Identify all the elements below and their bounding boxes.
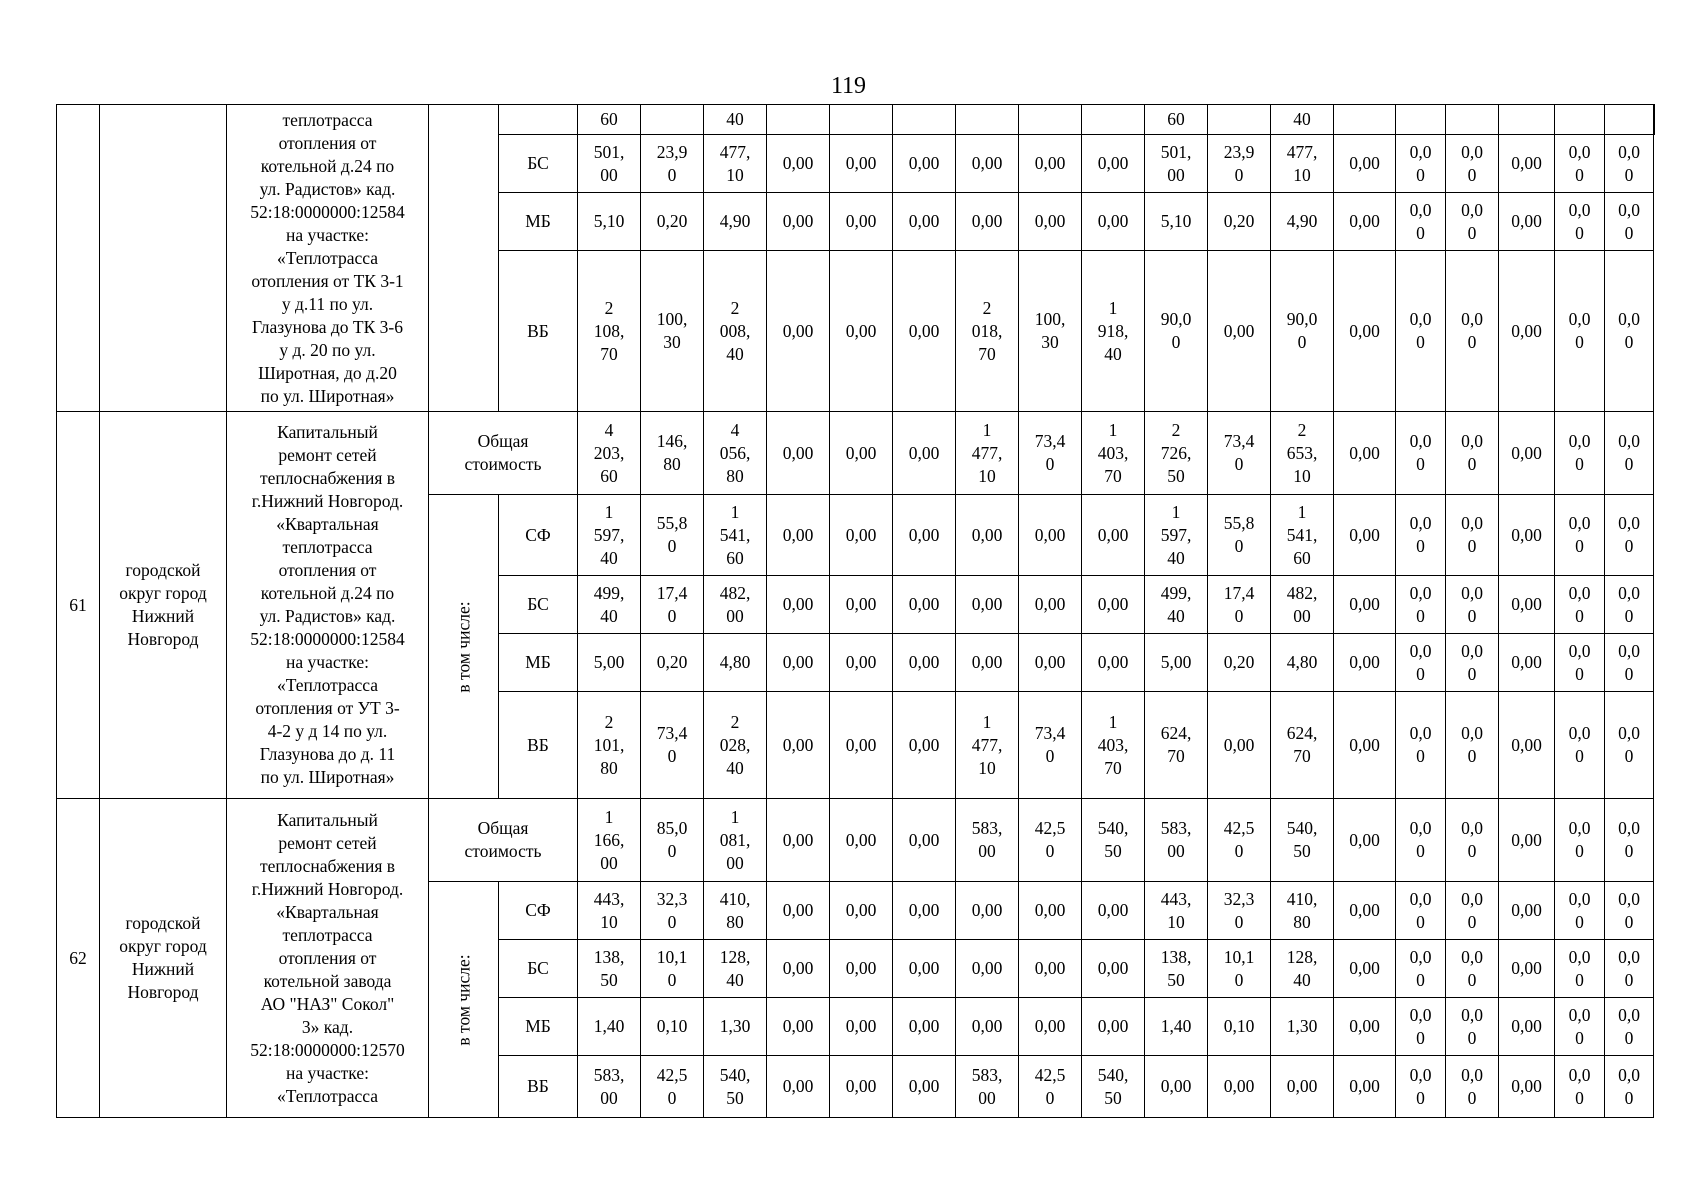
value-cell: 0,0 0 <box>1605 251 1654 412</box>
value-cell: 100, 30 <box>1019 251 1082 412</box>
value-cell: 0,0 0 <box>1555 576 1605 634</box>
value-cell: 0,20 <box>1208 193 1271 251</box>
value-cell: 0,0 0 <box>1446 940 1499 998</box>
value-cell: 10,1 0 <box>641 940 704 998</box>
value-cell: 1 477, 10 <box>956 412 1019 495</box>
value-cell: 1 597, 40 <box>1145 495 1208 576</box>
value-cell: 0,0 0 <box>1396 193 1446 251</box>
value-cell: 0,0 0 <box>1605 634 1654 692</box>
value-cell: 42,5 0 <box>641 1056 704 1118</box>
value-cell: 55,8 0 <box>641 495 704 576</box>
value-cell: 0,00 <box>1499 135 1555 193</box>
value-cell <box>956 105 1019 135</box>
value-cell: 0,00 <box>830 692 893 799</box>
row-number-cell: 61 <box>57 412 100 799</box>
value-cell: 2 018, 70 <box>956 251 1019 412</box>
including-label-cell <box>429 882 499 1118</box>
value-cell: 0,00 <box>830 1056 893 1118</box>
value-cell: 0,0 0 <box>1605 940 1654 998</box>
value-cell: 0,0 0 <box>1605 576 1654 634</box>
including-label-cell <box>429 495 499 799</box>
value-cell: 73,4 0 <box>1019 692 1082 799</box>
value-cell <box>1396 105 1446 135</box>
value-cell: 0,00 <box>1334 135 1396 193</box>
value-cell: 0,00 <box>1208 692 1271 799</box>
funding-source-label: СФ <box>499 495 578 576</box>
value-cell: 0,0 0 <box>1605 998 1654 1056</box>
row-number-cell <box>57 105 100 412</box>
row-number-cell: 62 <box>57 799 100 1118</box>
value-cell: 0,00 <box>1334 1056 1396 1118</box>
value-cell: 1,30 <box>704 998 767 1056</box>
value-cell <box>1499 105 1555 135</box>
value-cell: 0,0 0 <box>1396 576 1446 634</box>
value-cell: 0,0 0 <box>1555 1056 1605 1118</box>
value-cell: 0,00 <box>767 799 830 882</box>
value-cell: 0,00 <box>1019 882 1082 940</box>
value-cell: 0,00 <box>1334 940 1396 998</box>
value-cell: 0,00 <box>767 193 830 251</box>
value-cell: 42,5 0 <box>1019 799 1082 882</box>
value-cell: 0,00 <box>767 251 830 412</box>
value-cell: 0,00 <box>1499 634 1555 692</box>
value-cell: 0,20 <box>641 634 704 692</box>
value-cell: 0,00 <box>1499 799 1555 882</box>
value-cell: 0,00 <box>956 576 1019 634</box>
value-cell: 0,00 <box>1019 193 1082 251</box>
value-cell: 32,3 0 <box>1208 882 1271 940</box>
total-cost-label: Общая стоимость <box>429 799 578 882</box>
value-cell: 0,0 0 <box>1396 882 1446 940</box>
funding-source-label: БС <box>499 135 578 193</box>
value-cell: 0,00 <box>1271 1056 1334 1118</box>
value-cell: 0,00 <box>1334 799 1396 882</box>
value-cell <box>1605 105 1654 135</box>
value-cell: 0,00 <box>1499 692 1555 799</box>
value-cell: 540, 50 <box>1082 799 1145 882</box>
value-cell: 42,5 0 <box>1208 799 1271 882</box>
value-cell: 0,00 <box>830 799 893 882</box>
value-cell: 73,4 0 <box>1019 412 1082 495</box>
value-cell: 0,00 <box>1082 193 1145 251</box>
value-cell: 0,0 0 <box>1555 495 1605 576</box>
funding-source-label <box>499 105 578 135</box>
value-cell: 0,00 <box>830 135 893 193</box>
object-description: Капитальный ремонт сетей теплоснабжения в г.Нижний Новгород. «Квартальная теплотрасса отопления от котельной д.24 по ул. Радистов» кад. 52:18:0000000:12584 на участке: «Теплотрасса отопления от УТ 3- 4-2 у д 14 по ул. Глазунова до д. 11 по ул. Широтная» <box>227 412 429 799</box>
value-cell: 0,0 0 <box>1396 495 1446 576</box>
value-cell: 0,0 0 <box>1446 634 1499 692</box>
value-cell: 0,00 <box>1208 251 1271 412</box>
value-cell: 540, 50 <box>1271 799 1334 882</box>
value-cell <box>767 105 830 135</box>
value-cell: 0,00 <box>1334 692 1396 799</box>
value-cell: 0,00 <box>1334 998 1396 1056</box>
value-cell: 0,0 0 <box>1396 1056 1446 1118</box>
value-cell <box>641 105 704 135</box>
value-cell: 2 726, 50 <box>1145 412 1208 495</box>
value-cell: 0,0 0 <box>1605 692 1654 799</box>
value-cell: 0,00 <box>893 193 956 251</box>
value-cell: 138, 50 <box>1145 940 1208 998</box>
value-cell: 1 541, 60 <box>1271 495 1334 576</box>
value-cell: 5,10 <box>1145 193 1208 251</box>
value-cell: 40 <box>1271 105 1334 135</box>
value-cell: 146, 80 <box>641 412 704 495</box>
table-row <box>57 799 1655 882</box>
value-cell: 0,00 <box>1019 634 1082 692</box>
value-cell: 0,00 <box>893 135 956 193</box>
value-cell <box>1555 105 1605 135</box>
value-cell: 0,00 <box>956 135 1019 193</box>
value-cell: 477, 10 <box>704 135 767 193</box>
value-cell: 0,00 <box>956 193 1019 251</box>
value-cell: 540, 50 <box>704 1056 767 1118</box>
value-cell: 0,00 <box>893 882 956 940</box>
value-cell: 0,0 0 <box>1555 998 1605 1056</box>
funding-source-label: МБ <box>499 193 578 251</box>
value-cell: 0,00 <box>1082 495 1145 576</box>
value-cell: 499, 40 <box>578 576 641 634</box>
value-cell: 23,9 0 <box>641 135 704 193</box>
value-cell: 0,10 <box>641 998 704 1056</box>
value-cell: 0,10 <box>1208 998 1271 1056</box>
value-cell: 2 101, 80 <box>578 692 641 799</box>
value-cell: 0,00 <box>1499 412 1555 495</box>
value-cell: 0,00 <box>956 940 1019 998</box>
value-cell: 0,00 <box>830 634 893 692</box>
value-cell: 0,0 0 <box>1605 412 1654 495</box>
value-cell: 4,80 <box>704 634 767 692</box>
value-cell: 0,00 <box>1499 1056 1555 1118</box>
value-cell: 0,0 0 <box>1555 799 1605 882</box>
value-cell: 0,0 0 <box>1446 576 1499 634</box>
value-cell: 0,00 <box>1499 576 1555 634</box>
value-cell: 1 166, 00 <box>578 799 641 882</box>
value-cell: 540, 50 <box>1082 1056 1145 1118</box>
value-cell: 583, 00 <box>956 799 1019 882</box>
value-cell: 2 008, 40 <box>704 251 767 412</box>
value-cell: 1 403, 70 <box>1082 692 1145 799</box>
value-cell <box>830 105 893 135</box>
value-cell: 0,00 <box>1082 576 1145 634</box>
value-cell: 0,00 <box>1499 940 1555 998</box>
value-cell: 0,0 0 <box>1396 799 1446 882</box>
value-cell: 0,00 <box>893 998 956 1056</box>
value-cell: 0,00 <box>1019 998 1082 1056</box>
value-cell: 410, 80 <box>1271 882 1334 940</box>
value-cell: 90,0 0 <box>1145 251 1208 412</box>
value-cell: 2 028, 40 <box>704 692 767 799</box>
value-cell: 0,00 <box>1334 882 1396 940</box>
value-cell: 0,0 0 <box>1396 412 1446 495</box>
value-cell: 0,0 0 <box>1446 412 1499 495</box>
value-cell: 42,5 0 <box>1019 1056 1082 1118</box>
value-cell: 100, 30 <box>641 251 704 412</box>
value-cell: 128, 40 <box>1271 940 1334 998</box>
value-cell: 85,0 0 <box>641 799 704 882</box>
value-cell: 482, 00 <box>1271 576 1334 634</box>
value-cell: 0,00 <box>1019 135 1082 193</box>
value-cell: 0,20 <box>641 193 704 251</box>
value-cell: 138, 50 <box>578 940 641 998</box>
value-cell: 0,00 <box>767 412 830 495</box>
value-cell: 0,00 <box>1499 251 1555 412</box>
value-cell: 0,00 <box>956 634 1019 692</box>
value-cell: 0,00 <box>1019 940 1082 998</box>
value-cell: 0,0 0 <box>1446 495 1499 576</box>
value-cell: 0,00 <box>1499 998 1555 1056</box>
value-cell <box>1334 105 1396 135</box>
territory-cell: городской округ город Нижний Новгород <box>100 412 227 799</box>
value-cell: 1 541, 60 <box>704 495 767 576</box>
value-cell: 60 <box>578 105 641 135</box>
value-cell: 0,00 <box>830 495 893 576</box>
value-cell: 4,90 <box>1271 193 1334 251</box>
value-cell: 2 108, 70 <box>578 251 641 412</box>
value-cell <box>893 105 956 135</box>
value-cell: 1 081, 00 <box>704 799 767 882</box>
value-cell: 5,00 <box>1145 634 1208 692</box>
budget-table <box>56 104 1655 1118</box>
value-cell <box>1446 105 1499 135</box>
value-cell: 0,0 0 <box>1555 251 1605 412</box>
value-cell: 499, 40 <box>1145 576 1208 634</box>
total-cost-label: Общая стоимость <box>429 412 578 495</box>
value-cell: 0,0 0 <box>1446 135 1499 193</box>
value-cell: 0,00 <box>1334 495 1396 576</box>
value-cell: 0,0 0 <box>1555 940 1605 998</box>
value-cell: 0,0 0 <box>1396 135 1446 193</box>
value-cell: 0,0 0 <box>1605 1056 1654 1118</box>
value-cell: 0,00 <box>767 1056 830 1118</box>
value-cell: 0,0 0 <box>1555 412 1605 495</box>
value-cell: 0,0 0 <box>1396 998 1446 1056</box>
value-cell: 0,0 0 <box>1446 799 1499 882</box>
value-cell: 1 918, 40 <box>1082 251 1145 412</box>
value-cell: 0,0 0 <box>1396 692 1446 799</box>
value-cell: 0,00 <box>893 940 956 998</box>
funding-source-label: ВБ <box>499 1056 578 1118</box>
value-cell: 0,0 0 <box>1446 193 1499 251</box>
value-cell: 0,0 0 <box>1555 882 1605 940</box>
value-cell: 0,00 <box>1499 193 1555 251</box>
funding-source-label: БС <box>499 940 578 998</box>
value-cell: 0,00 <box>1019 576 1082 634</box>
value-cell: 0,00 <box>893 576 956 634</box>
value-cell: 5,00 <box>578 634 641 692</box>
value-cell: 0,00 <box>1019 495 1082 576</box>
value-cell: 73,4 0 <box>1208 412 1271 495</box>
value-cell: 0,00 <box>830 940 893 998</box>
value-cell: 4 203, 60 <box>578 412 641 495</box>
value-cell: 624, 70 <box>1271 692 1334 799</box>
value-cell: 0,0 0 <box>1446 1056 1499 1118</box>
value-cell: 5,10 <box>578 193 641 251</box>
value-cell: 10,1 0 <box>1208 940 1271 998</box>
value-cell: 0,00 <box>830 882 893 940</box>
value-cell: 0,00 <box>893 412 956 495</box>
value-cell: 4 056, 80 <box>704 412 767 495</box>
page-number: 119 <box>830 73 867 99</box>
value-cell: 0,00 <box>1334 251 1396 412</box>
value-cell: 0,00 <box>1334 634 1396 692</box>
value-cell: 73,4 0 <box>641 692 704 799</box>
value-cell: 0,00 <box>893 692 956 799</box>
value-cell: 0,00 <box>767 998 830 1056</box>
value-cell: 0,00 <box>767 135 830 193</box>
value-cell: 0,00 <box>767 692 830 799</box>
value-cell: 17,4 0 <box>1208 576 1271 634</box>
value-cell: 4,80 <box>1271 634 1334 692</box>
value-cell: 0,00 <box>893 634 956 692</box>
value-cell: 0,00 <box>1499 882 1555 940</box>
value-cell: 0,00 <box>893 1056 956 1118</box>
value-cell: 0,00 <box>893 799 956 882</box>
value-cell: 0,00 <box>1499 495 1555 576</box>
value-cell: 583, 00 <box>1145 799 1208 882</box>
value-cell: 410, 80 <box>704 882 767 940</box>
value-cell: 0,00 <box>830 251 893 412</box>
value-cell: 482, 00 <box>704 576 767 634</box>
value-cell: 501, 00 <box>1145 135 1208 193</box>
value-cell: 0,00 <box>767 882 830 940</box>
value-cell: 0,00 <box>830 412 893 495</box>
value-cell: 0,00 <box>830 998 893 1056</box>
value-cell: 90,0 0 <box>1271 251 1334 412</box>
value-cell: 0,00 <box>1334 193 1396 251</box>
value-cell: 0,0 0 <box>1605 799 1654 882</box>
value-cell <box>1019 105 1082 135</box>
value-cell: 1 597, 40 <box>578 495 641 576</box>
value-cell: 0,0 0 <box>1396 251 1446 412</box>
value-cell: 0,0 0 <box>1396 634 1446 692</box>
funding-source-label: СФ <box>499 882 578 940</box>
funding-source-label: МБ <box>499 634 578 692</box>
territory-cell: городской округ город Нижний Новгород <box>100 799 227 1118</box>
value-cell: 40 <box>704 105 767 135</box>
value-cell: 443, 10 <box>578 882 641 940</box>
value-cell: 0,00 <box>1082 882 1145 940</box>
value-cell: 443, 10 <box>1145 882 1208 940</box>
value-cell: 1 477, 10 <box>956 692 1019 799</box>
including-label: в том числе: <box>453 600 473 693</box>
value-cell: 0,00 <box>1082 135 1145 193</box>
value-cell <box>1654 105 1655 135</box>
value-cell: 0,00 <box>956 998 1019 1056</box>
funding-group-cell <box>429 105 499 412</box>
value-cell: 0,0 0 <box>1555 634 1605 692</box>
value-cell: 4,90 <box>704 193 767 251</box>
value-cell: 1,30 <box>1271 998 1334 1056</box>
value-cell: 0,0 0 <box>1605 135 1654 193</box>
table-row <box>57 105 1655 135</box>
value-cell: 0,0 0 <box>1555 135 1605 193</box>
including-label: в том числе: <box>453 953 473 1046</box>
value-cell: 0,00 <box>1334 576 1396 634</box>
table-row <box>57 412 1655 495</box>
value-cell: 2 653, 10 <box>1271 412 1334 495</box>
object-description: Капитальный ремонт сетей теплоснабжения в г.Нижний Новгород. «Квартальная теплотрасса отопления от котельной завода АО "НАЗ" Сокол" 3» кад. 52:18:0000000:12570 на участке: «Теплотрасса <box>227 799 429 1118</box>
territory-cell <box>100 105 227 412</box>
value-cell: 0,00 <box>1334 412 1396 495</box>
funding-source-label: БС <box>499 576 578 634</box>
value-cell: 501, 00 <box>578 135 641 193</box>
value-cell: 0,00 <box>767 940 830 998</box>
value-cell: 0,00 <box>893 495 956 576</box>
value-cell: 624, 70 <box>1145 692 1208 799</box>
value-cell: 55,8 0 <box>1208 495 1271 576</box>
value-cell: 477, 10 <box>1271 135 1334 193</box>
value-cell: 0,0 0 <box>1446 251 1499 412</box>
value-cell: 60 <box>1145 105 1208 135</box>
value-cell: 0,00 <box>830 193 893 251</box>
value-cell <box>1082 105 1145 135</box>
funding-source-label: ВБ <box>499 251 578 412</box>
value-cell: 32,3 0 <box>641 882 704 940</box>
object-description: теплотрасса отопления от котельной д.24 по ул. Радистов» кад. 52:18:0000000:12584 на участке: «Теплотрасса отопления от ТК 3-1 у д.11 по ул. Глазунова до ТК 3-6 у д. 20 по ул. Широтная, до д.20 по ул. Широтная» <box>227 105 429 412</box>
value-cell: 0,00 <box>1082 940 1145 998</box>
funding-source-label: МБ <box>499 998 578 1056</box>
value-cell: 0,0 0 <box>1555 692 1605 799</box>
value-cell: 0,0 0 <box>1446 882 1499 940</box>
value-cell: 0,0 0 <box>1605 882 1654 940</box>
value-cell: 1,40 <box>1145 998 1208 1056</box>
value-cell: 0,00 <box>893 251 956 412</box>
value-cell: 0,00 <box>830 576 893 634</box>
value-cell: 0,0 0 <box>1446 998 1499 1056</box>
value-cell: 17,4 0 <box>641 576 704 634</box>
value-cell: 0,00 <box>767 495 830 576</box>
value-cell: 0,00 <box>767 634 830 692</box>
value-cell: 0,20 <box>1208 634 1271 692</box>
value-cell: 23,9 0 <box>1208 135 1271 193</box>
value-cell: 0,0 0 <box>1605 193 1654 251</box>
funding-source-label: ВБ <box>499 692 578 799</box>
value-cell: 583, 00 <box>956 1056 1019 1118</box>
value-cell: 0,00 <box>956 882 1019 940</box>
value-cell: 0,00 <box>1082 998 1145 1056</box>
value-cell: 1,40 <box>578 998 641 1056</box>
value-cell: 0,0 0 <box>1446 692 1499 799</box>
value-cell: 0,00 <box>767 576 830 634</box>
value-cell: 0,0 0 <box>1605 495 1654 576</box>
value-cell: 0,00 <box>1082 634 1145 692</box>
value-cell: 0,0 0 <box>1396 940 1446 998</box>
value-cell: 128, 40 <box>704 940 767 998</box>
value-cell: 583, 00 <box>578 1056 641 1118</box>
value-cell: 0,00 <box>1145 1056 1208 1118</box>
value-cell: 0,00 <box>956 495 1019 576</box>
value-cell: 0,0 0 <box>1555 193 1605 251</box>
value-cell: 0,00 <box>1208 1056 1271 1118</box>
value-cell <box>1208 105 1271 135</box>
value-cell: 1 403, 70 <box>1082 412 1145 495</box>
